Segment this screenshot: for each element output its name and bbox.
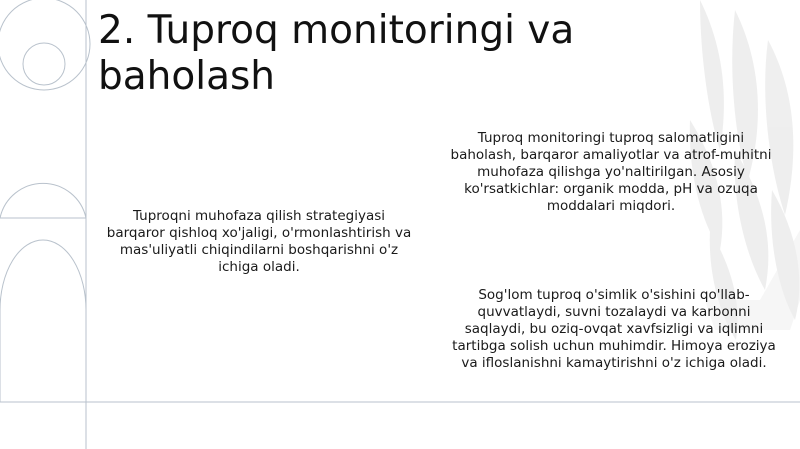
slide-title: 2. Tuproq monitoringi va baholash (98, 8, 575, 99)
large-circle-shape (0, 0, 90, 90)
left-text-block: Tuproqni muhofaza qilish strategiyasi barqaror qishloq xo'jaligi, o'rmonlashtirish va mas'uliyatli chiqindilarni boshqarishni o'z ichiga oladi. (106, 208, 412, 275)
right-bottom-text-block: Sog'lom tuproq o'simlik o'sishini qo'llab-quvvatlaydi, suvni tozalaydi va karbonni saqlaydi, bu oziq-ovqat xavfsizligi va iqlimni tartibga solish uchun muhimdir. Himoya eroziya va ifloslanishni kamaytirishni o'z ichiga oladi. (452, 287, 776, 371)
right-top-text-block: Tuproq monitoringi tuproq salomatligini baholash, barqaror amaliyotlar va atrof-muhitni muhofaza qilishga yo'naltirilgan. Asosiy ko'rsatkichlar: organik modda, pH va ozuqa moddalari miqdori. (450, 130, 772, 214)
small-circle-shape (23, 43, 65, 85)
